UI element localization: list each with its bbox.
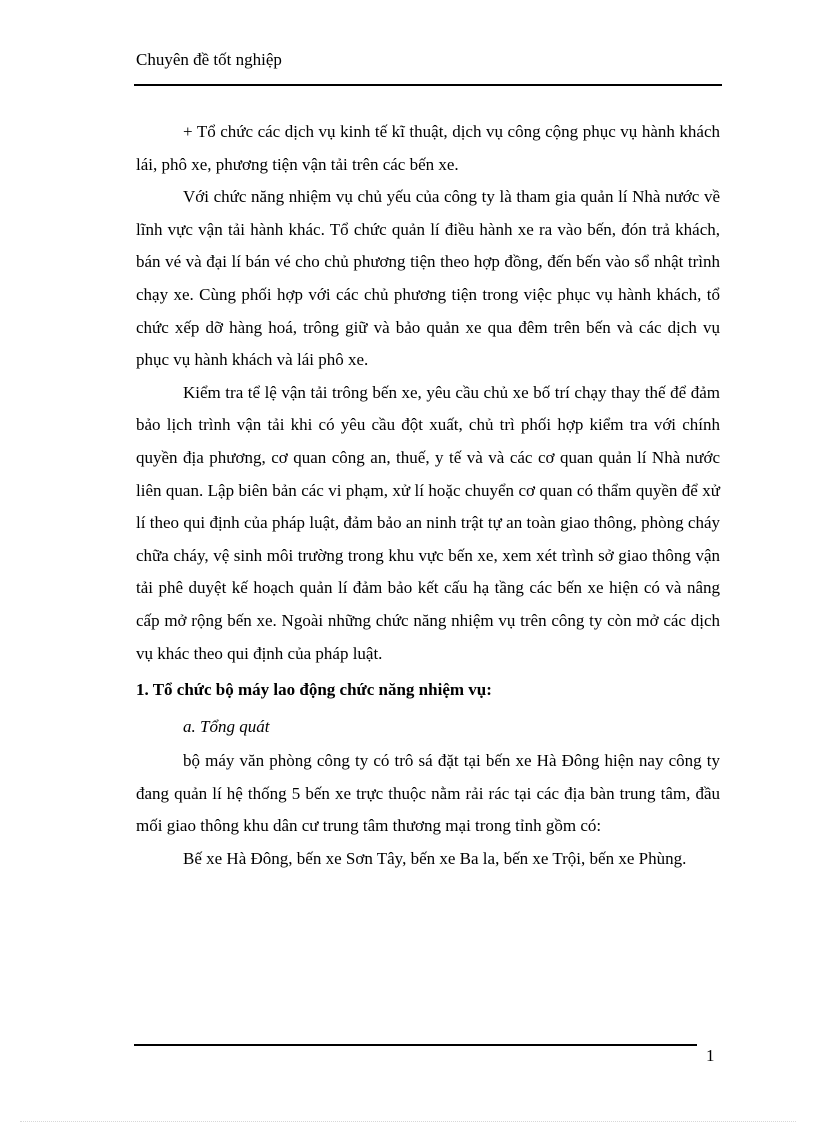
paragraph-bus-stations: Bế xe Hà Đông, bến xe Sơn Tây, bến xe Ba la, bến xe Trội, bến xe Phùng. [183, 849, 687, 869]
section-heading: 1. Tổ chức bộ máy lao động chức năng nhiệm vụ: [136, 680, 492, 700]
paragraph-organization: bộ máy văn phòng công ty có trô sá đặt tại bến xe Hà Đông hiện nay công ty đang quản lí hệ thống 5 bến xe trực thuộc nằm rải rác tại các địa bàn trung tâm, đầu mối giao thông khu dân cư trung tâm thương mại trong tỉnh gồm có: [136, 751, 720, 836]
paragraph-services: + Tổ chức các dịch vụ kinh tế kĩ thuật, dịch vụ công cộng phục vụ hành khách lái, phô xe, phương tiện vận tải trên các bến xe. [136, 122, 720, 174]
footer-rule [134, 1044, 697, 1046]
header-rule [134, 84, 722, 86]
document-body [136, 116, 720, 876]
subsection-heading: a. Tổng quát [183, 716, 270, 736]
page-number: 1 [706, 1046, 715, 1065]
page-edge [20, 1121, 796, 1122]
document-header: Chuyên đề tốt nghiệp [136, 50, 282, 69]
paragraph-main-duties: Với chức năng nhiệm vụ chủ yếu của công ty là tham gia quản lí Nhà nước về lĩnh vực vận tải hành khác. Tổ chức quản lí điều hành xe ra vào bến, đón trả khách, bán vé và đại lí bán vé cho chủ phương tiện theo hợp đồng, đến bến vào sổ nhật trình chạy xe. Cùng phối hợp với các chủ phương tiện trong việc phục vụ hành khách, tổ chức xếp dỡ hàng hoá, trông giữ và bảo quản xe qua đêm trên bến và các dịch vụ phục vụ hành khách và lái phô xe. [136, 187, 720, 370]
paragraph-inspection: Kiểm tra tể lệ vận tải trông bến xe, yêu cầu chủ xe bố trí chạy thay thế để đảm bảo lịch trình vận tải khi có yêu cầu đột xuất, chủ trì phối hợp kiểm tra với chính quyền địa phương, cơ quan công an, thuế, y tế và và các cơ quan quản lí Nhà nước liên quan. Lập biên bản các vi phạm, xử lí hoặc chuyển cơ quan có thẩm quyền để xử lí theo qui định của pháp luật, đảm bảo an ninh trật tự an toàn giao thông, phòng cháy chữa cháy, vệ sinh môi trường trong khu vực bến xe, xem xét trình sở giao thông vận tải phê duyệt kế hoạch quản lí đảm bảo kết cấu hạ tầng các bến xe hiện có và nâng cấp mở rộng bến xe. Ngoài những chức năng nhiệm vụ trên công ty còn mở các dịch vụ khác theo qui định của pháp luật. [136, 382, 720, 663]
